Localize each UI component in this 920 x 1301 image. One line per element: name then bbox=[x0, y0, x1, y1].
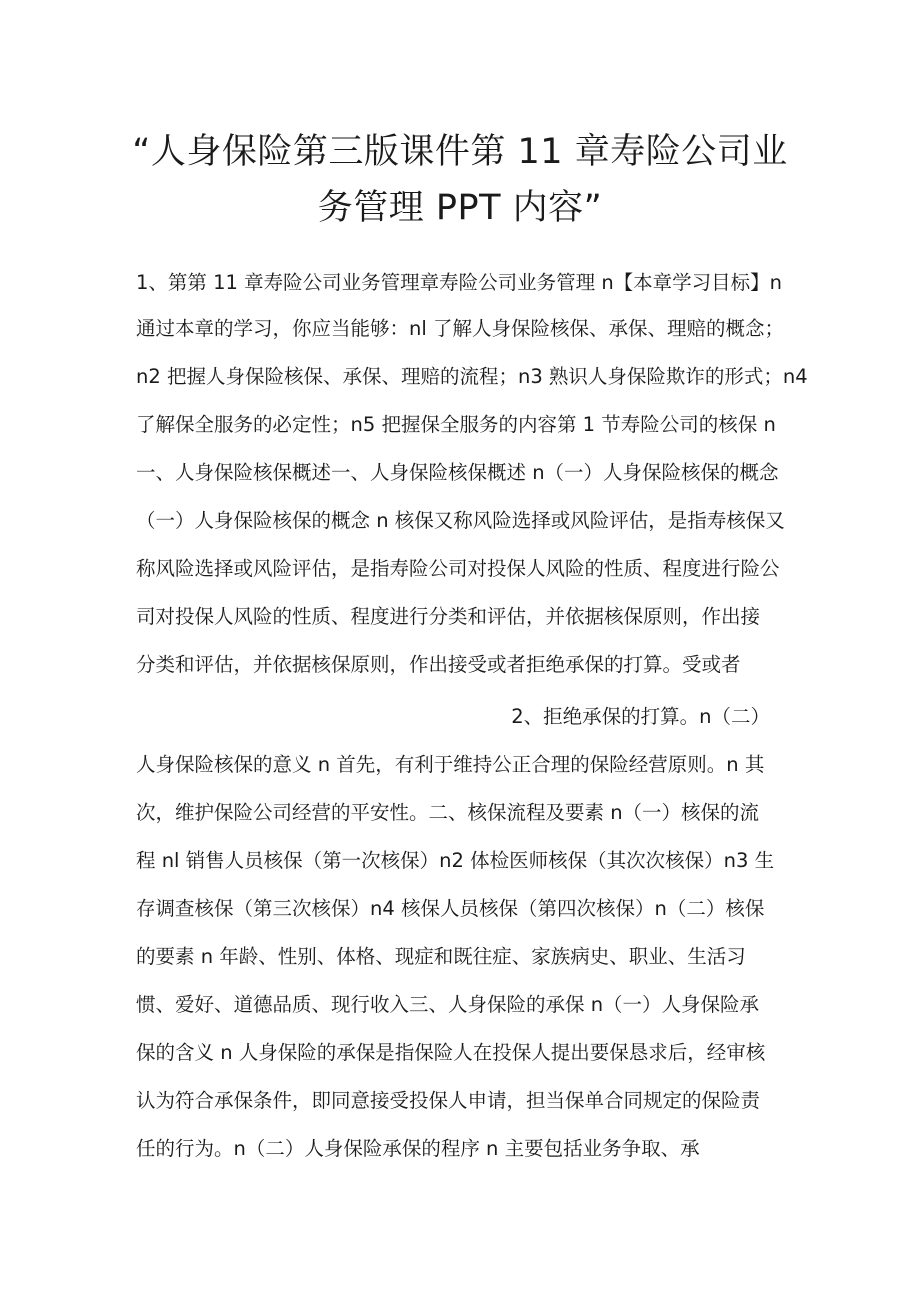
body-line: 的要素 n 年龄、性别、体格、现症和既往症、家族病史、职业、生活习 bbox=[136, 945, 746, 968]
body-line: 通过本章的学习，你应当能够：nl 了解人身保险核保、承保、理赔的概念； bbox=[136, 317, 784, 340]
body-line: 程 nl 销售人员核保（第一次核保）n2 体检医师核保（其次次核保）n3 生 bbox=[136, 849, 775, 872]
body-line: （一）人身保险核保的概念 n 核保又称风险选择或风险评估，是指寿核保又 bbox=[136, 509, 785, 532]
body-line: 了解保全服务的必定性；n5 把握保全服务的内容第 1 节寿险公司的核保 n bbox=[136, 413, 776, 436]
body-line: 认为符合承保条件，即同意接受投保人申请，担当保单合同规定的保险责 bbox=[136, 1089, 761, 1112]
body-line: 称风险选择或风险评估，是指寿险公司对投保人风险的性质、程度进行险公 bbox=[136, 557, 780, 580]
body-line: n2 把握人身保险核保、承保、理赔的流程；n3 熟识人身保险欺诈的形式；n4 bbox=[136, 365, 808, 388]
body-line: 任的行为。n（二）人身保险承保的程序 n 主要包括业务争取、承 bbox=[136, 1137, 700, 1160]
body-line: 人身保险核保的意义 n 首先，有利于维持公正合理的保险经营原则。n 其 bbox=[136, 753, 765, 776]
body-line: 司对投保人风险的性质、程度进行分类和评估，并依据核保原则，作出接 bbox=[136, 605, 761, 628]
document-title-line-2: 务管理 PPT 内容” bbox=[317, 188, 603, 228]
body-line: 次，维护保险公司经营的平安性。二、核保流程及要素 n（一）核保的流 bbox=[136, 801, 760, 824]
body-line: 一、人身保险核保概述一、人身保险核保概述 n（一）人身保险核保的概念 bbox=[136, 461, 779, 484]
body-line: 惯、爱好、道德品质、现行收入三、人身保险的承保 n（一）人身保险承 bbox=[136, 993, 760, 1016]
body-line: 分类和评估，并依据核保原则，作出接受或者拒绝承保的打算。受或者 bbox=[136, 653, 741, 676]
body-line-indented: 2、拒绝承保的打算。n（二） bbox=[511, 705, 770, 728]
body-line: 存调查核保（第三次核保）n4 核保人员核保（第四次核保）n（二）核保 bbox=[136, 897, 765, 920]
body-line: 1、第第 11 章寿险公司业务管理章寿险公司业务管理 n【本章学习目标】n bbox=[136, 271, 783, 294]
document-title-line-1: “人身保险第三版课件第 11 章寿险公司业 bbox=[132, 132, 788, 172]
body-line: 保的含义 n 人身保险的承保是指保险人在投保人提出要保恳求后，经审核 bbox=[136, 1041, 766, 1064]
